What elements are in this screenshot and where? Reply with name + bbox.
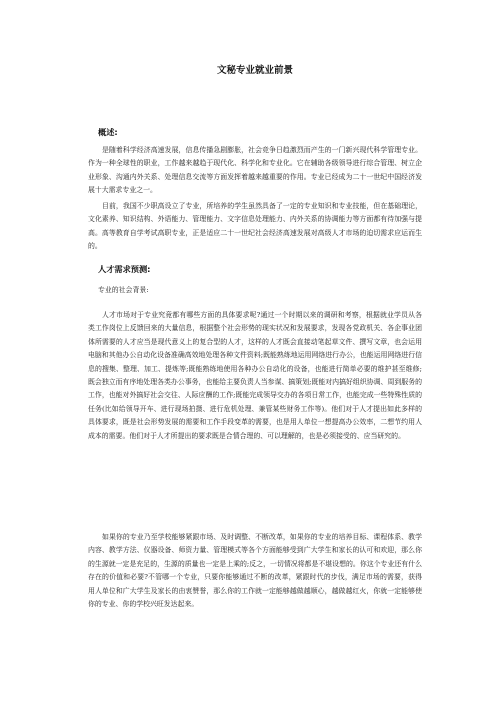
- section-heading-overview: 概述:: [98, 127, 118, 137]
- subsection-label-social-background: 专业的社会背景:: [98, 286, 149, 294]
- paragraph-overview-1: 是随着科学经济高速发展，信息传播急剧膨胀，社会竞争日趋激烈而产生的一门新兴现代科学管理专业。作为一种全球性的职业，工作越来越趋于现代化、科学化和专业化。它在辅助各级领导进行综合管理、树立企业形象、沟通内外关系、处理信息交流等方面发挥着越来越重要的作用。专业已经成为二十一世纪中国经济发展十大需求专业之一。: [88, 146, 422, 195]
- paragraph-demand-1: 人才市场对于专业究竟都有哪些方面的具体要求呢?通过一个时期以来的调研和考察，根据就业学员从各类工作岗位上反馈回来的大量信息，根据整个社会形势的现实状况和发展要求，发现各党政机关、各企事业团体所需要的人才应当是现代意义上的复合型的人才，这样的人才既会直接动笔起草文件、撰写文章，也会运用电脑和其他办公自动化设备准确高效地处理各种文件资料;既能熟练地运用网络进行办公，也能运用网络进行信息的搜集、整理、加工、提炼等;既能熟练地使用各种办公自动化的设备，也能进行简单必要的维护甚至维修;既会独立而有序地处理各类办公事务，也能给主要负责人当参谋、搞策划;既能对内搞好组织协调、周到服务的工作，也能对外搞好社会交往、人际应酬的工作;既能完成领导交办的各项日常工作，也能完成一些特殊性质的任务(比如给领导开车、进行现场拍摄、进行危机处理、兼管某些财务工作等)。他们对于人才提出如此多样的具体要求，既是社会形势发展的需要和工作手段变革的需要，也是用人单位一想提高办公效率，二想节约用人成本的需要。他们对于人才所提出的要求既是合情合理的、可以理解的，也是必须接受的、应当研究的。: [88, 311, 422, 440]
- paragraph-demand-2: 如果你的专业乃至学校能够紧跟市场、及时调整、不断改革，如果你的专业的培养目标、课程体系、教学内容、教学方法、仪器设备、师资力量、管理模式等各个方面能够受到广大学生和家长的认可和欢迎，那么你的生源就一定是充足的，生源的质量也一定是上乘的;反之，一切情况将都是不堪设想的。你这个专业还有什么存在的价值和必要?不管哪一个专业，只要你能够通过不断的改革，紧跟时代的步伐，满足市场的需要，获得用人单位和广大学生及家长的由衷赞誉，那么你的工作就一定能够越做越顺心，越做越红火，你就一定能够使你的专业、你的学校兴旺发达起来。: [88, 533, 422, 609]
- document-title: 文秘专业就业前景: [216, 65, 293, 76]
- paragraph-overview-2: 目前，我国不少职高设立了专业，所培养的学生虽然具备了一定的专业知识和专业技能，但在基础理论，文化素养、知识结构、外语能力、管理能力、文字信息处理能力、内外关系的协调能力等方面都有待加强与提高。高等教育自学考试高职专业，正是适应二十一世纪社会经济高速发展对高级人才市场的迫切需求应运而生的。: [88, 202, 422, 251]
- section-heading-talent-demand: 人才需求预测:: [98, 264, 151, 274]
